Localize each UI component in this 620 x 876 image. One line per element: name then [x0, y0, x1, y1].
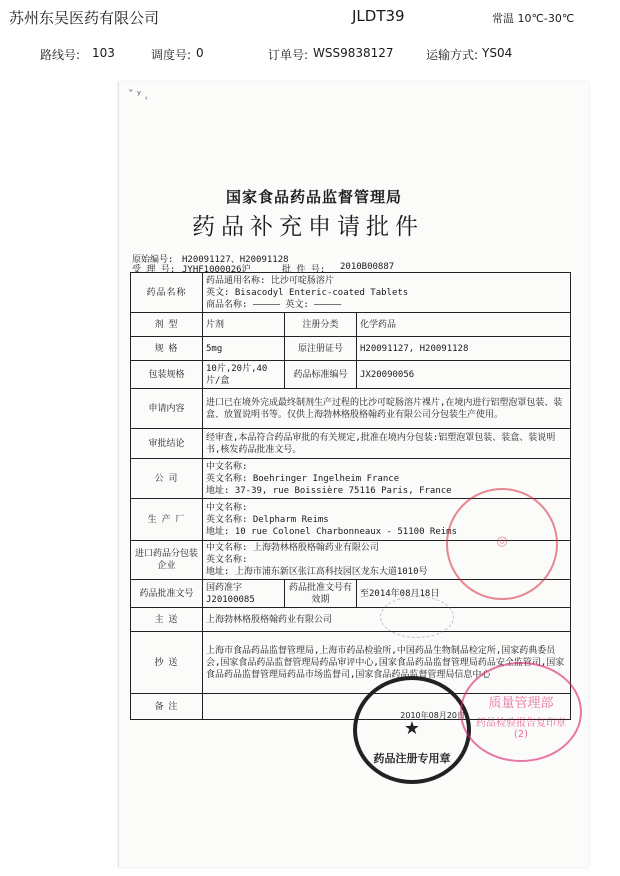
qa-seal-line3: (2)	[513, 729, 529, 740]
pack-label: 包装规格	[131, 361, 203, 389]
packer-cell	[203, 541, 571, 580]
pack-value: 10片,20片,40片/盒	[203, 361, 285, 389]
orig-reg-value: H20091127, H20091128	[357, 337, 571, 361]
red-company-seal: ◎	[446, 488, 558, 600]
qa-seal-line2: 药品检验报告复印章	[476, 718, 566, 729]
transport-label: 运输方式:	[426, 48, 479, 62]
route-value: 103	[92, 46, 115, 60]
original-number: H20091127、H20091128	[182, 255, 289, 265]
approval-doc-number: 2010B00887	[340, 262, 395, 272]
reg-class-label: 注册分类	[285, 313, 357, 337]
conclusion-content: 经审查,本品符合药品审批的有关规定,批准在境内分包装:铝塑泡罩包装、装盒、装说明书,核发药品批准文号。	[203, 429, 571, 459]
to-value: 上海勃林格殷格翰药业有限公司	[203, 608, 571, 632]
table-row	[131, 694, 571, 720]
table-row	[131, 361, 571, 389]
table-row	[131, 429, 571, 459]
agency-title: 国家食品药品监督管理局	[226, 188, 403, 206]
trade-name: 商品名称: ————— 英文: —————	[206, 299, 342, 310]
std-value: JX20090056	[357, 361, 571, 389]
approval-doc-number-label: 批 件 号:	[282, 265, 326, 275]
drug-name-cell	[203, 273, 571, 313]
notes-value	[203, 694, 571, 720]
packer-label: 进口药品分包装企业	[131, 541, 203, 580]
document-title: 药品补充申请批件	[192, 214, 424, 240]
conclusion-label: 审批结论	[131, 429, 203, 459]
table-row	[131, 608, 571, 632]
apply-content: 进口已在境外完成最终制剂生产过程的比沙可啶肠溶片裸片,在境内进行铝塑泡罩包装、装盒、放置说明书等。仅供上海勃林格殷格翰药业有限公司分包装生产使用。	[203, 389, 571, 429]
cc-value: 上海市食品药品监督管理局,上海市药品检验所,中国药品生物制品检定所,国家药典委员会,国家食品药品监督管理局药品审评中心,国家食品药品监督管理局药品安全监管司,国家食品药品监督管理局药品市场监督司,国家食品药品监督管理局信息中心	[203, 632, 571, 694]
maker-cell	[203, 499, 571, 541]
table-row	[131, 273, 571, 313]
table-row	[131, 499, 571, 541]
company-name: 苏州东吴医药有限公司	[9, 9, 160, 27]
approval-no-label: 药品批准文号	[131, 580, 203, 608]
maker-cn: 中文名称:	[206, 502, 248, 513]
table-row	[131, 459, 571, 499]
notes-label: 备 注	[131, 694, 203, 720]
registration-seal-text: 药品注册专用章	[373, 752, 451, 765]
approval-no: J20100085	[206, 594, 255, 605]
company-cn: 中文名称:	[206, 461, 248, 472]
std-label: 药品标准编号	[285, 361, 357, 389]
company-address: 地址: 37-39, rue Boissière 75116 Paris, France	[206, 485, 452, 496]
approval-table	[130, 272, 571, 720]
table-row	[131, 632, 571, 694]
dispatch-label: 调度号:	[151, 48, 192, 62]
to-label: 主 送	[131, 608, 203, 632]
generic-name: 药品通用名称: 比沙可啶肠溶片	[206, 275, 334, 286]
maker-label: 生 产 厂	[131, 499, 203, 541]
packer-address: 地址: 上海市浦东新区张江高科技园区龙东大道1010号	[206, 567, 428, 577]
cc-label: 抄 送	[131, 632, 203, 694]
dosage-value: 片剂	[203, 313, 285, 337]
reg-class-value: 化学药品	[357, 313, 571, 337]
approval-no-cell	[203, 580, 285, 608]
registration-seal: ★ 2010年08月20日 药品注册专用章	[353, 676, 471, 784]
packer-en: 英文名称:	[206, 555, 248, 565]
english-name: 英文: Bisacodyl Enteric-coated Tablets	[206, 287, 409, 298]
company-label: 公 司	[131, 459, 203, 499]
storage-condition: 常温 10℃-30℃	[492, 12, 575, 25]
registration-seal-date: 2010年08月20日	[400, 711, 465, 720]
scan-mark: ˇ ʸ ˌ	[128, 88, 148, 101]
transport-value: YS04	[482, 46, 513, 60]
acceptance-number: JYHF1000026沪	[182, 265, 251, 275]
dosage-label: 剂 型	[131, 313, 203, 337]
acceptance-number-label: 受 理 号:	[132, 265, 176, 275]
maker-address: 地址: 10 rue Colonel Charbonneaux - 51100 Reims	[206, 526, 457, 537]
order-label: 订单号:	[268, 48, 309, 62]
validity-label: 药品批准文号有效期	[285, 580, 357, 608]
dispatch-value: 0	[196, 46, 204, 60]
order-value: WSS9838127	[313, 46, 394, 60]
company-en: 英文名称: Boehringer Ingelheim France	[206, 473, 400, 484]
qa-seal-line1: 质量管理部	[488, 696, 554, 711]
doc-code: JLDT39	[352, 7, 405, 25]
spec-value: 5mg	[203, 337, 285, 361]
validity-value: 至2014年08月18日	[357, 580, 571, 608]
route-label: 路线号:	[40, 48, 81, 62]
table-row	[131, 580, 571, 608]
table-row	[131, 337, 571, 361]
apply-label: 申请内容	[131, 389, 203, 429]
maker-en: 英文名称: Delpharm Reims	[206, 514, 329, 525]
approval-head: 国药准字	[206, 582, 243, 593]
packer-cn: 中文名称: 上海勃林格殷格翰药业有限公司	[206, 543, 379, 553]
table-row	[131, 313, 571, 337]
company-cell	[203, 459, 571, 499]
spec-label: 规 格	[131, 337, 203, 361]
table-row	[131, 389, 571, 429]
table-row	[131, 541, 571, 580]
orig-reg-label: 原注册证号	[285, 337, 357, 361]
original-number-label: 原始编号:	[132, 255, 174, 265]
drug-name-label: 药品名称	[131, 273, 203, 313]
